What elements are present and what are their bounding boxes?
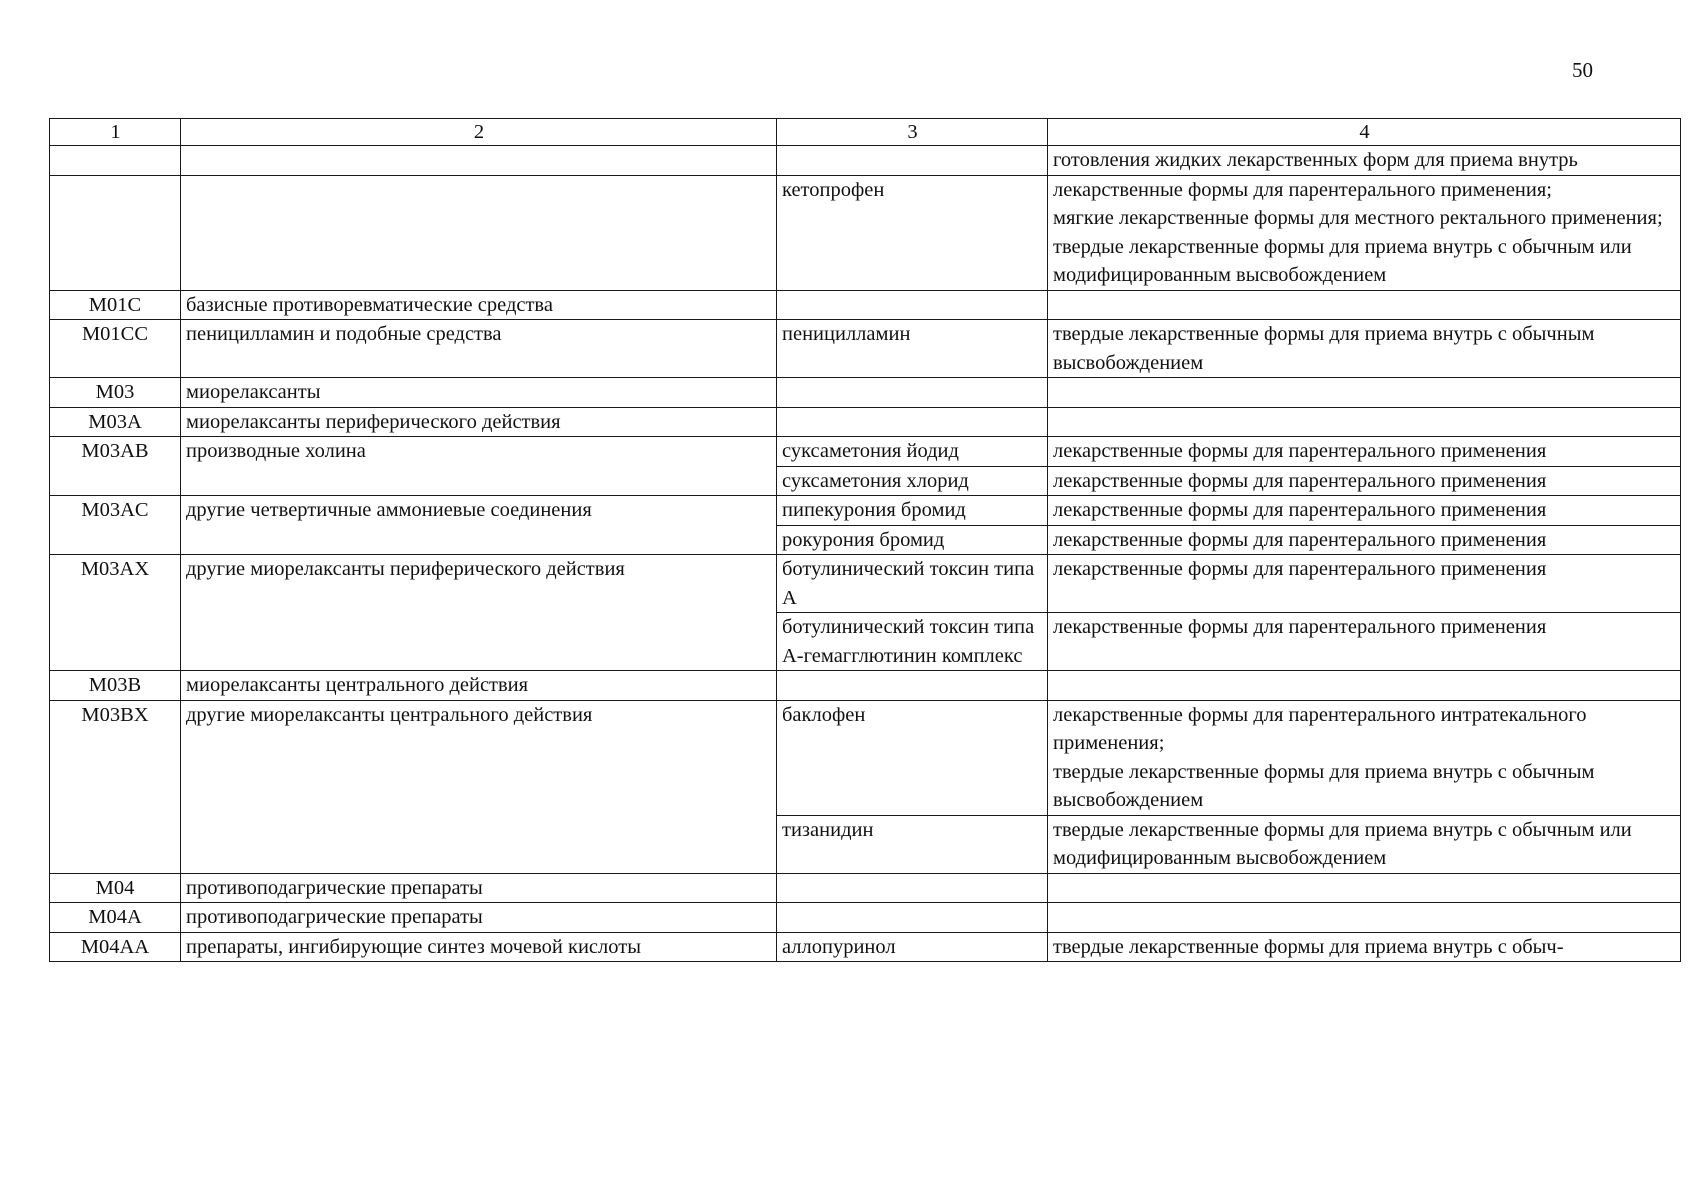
dosage-forms-cell: лекарственные формы для парентерального применения [1048,496,1681,526]
group-name-cell: миорелаксанты центрального действия [181,671,777,701]
drug-name-cell [777,903,1048,933]
table-body [50,146,1681,962]
dosage-forms-cell: твердые лекарственные формы для приема внутрь с обычным высвобождением [1048,320,1681,378]
group-name-cell [181,175,777,290]
atc-code-cell: M03BX [50,700,181,873]
drug-name-cell [777,873,1048,903]
dosage-forms-cell: лекарственные формы для парентерального применения; мягкие лекарственные формы для местного ректального применения; твердые лекарственные формы для приема внутрь с обычным или модифицированным высвобождением [1048,175,1681,290]
drug-name-cell: суксаметония хлорид [777,466,1048,496]
drug-name-cell: пеницилламин [777,320,1048,378]
drug-name-cell: баклофен [777,700,1048,815]
group-name-cell: миорелаксанты [181,378,777,408]
table-row [50,700,1681,815]
group-name-cell: препараты, ингибирующие синтез мочевой кислоты [181,932,777,962]
group-name-cell: противоподагрические препараты [181,903,777,933]
table-row [50,496,1681,526]
table-row [50,873,1681,903]
table-row [50,407,1681,437]
drug-name-cell: рокурония бромид [777,525,1048,555]
group-name-cell: другие четвертичные аммониевые соединения [181,496,777,555]
dosage-forms-cell: лекарственные формы для парентерального применения [1048,555,1681,613]
drug-name-cell [777,671,1048,701]
group-name-cell: другие миорелаксанты периферического действия [181,555,777,671]
atc-code-cell: M04A [50,903,181,933]
drug-name-cell [777,378,1048,408]
column-header-3: 3 [777,119,1048,146]
dosage-forms-cell [1048,378,1681,408]
dosage-forms-cell: лекарственные формы для парентерального применения [1048,613,1681,671]
drug-name-cell: кетопрофен [777,175,1048,290]
table-row [50,378,1681,408]
table-row [50,437,1681,467]
atc-code-cell: M03AX [50,555,181,671]
drug-name-cell: ботулинический токсин типа А [777,555,1048,613]
medication-table [49,118,1681,962]
atc-code-cell: M04 [50,873,181,903]
dosage-forms-cell [1048,407,1681,437]
drug-name-cell: суксаметония йодид [777,437,1048,467]
atc-code-cell: M03AC [50,496,181,555]
table-row [50,175,1681,290]
group-name-cell: противоподагрические препараты [181,873,777,903]
atc-code-cell: M04AA [50,932,181,962]
dosage-forms-cell [1048,873,1681,903]
drug-name-cell: ботулинический токсин типа А-гемагглютинин комплекс [777,613,1048,671]
group-name-cell: производные холина [181,437,777,496]
dosage-forms-cell: твердые лекарственные формы для приема внутрь с обычным или модифицированным высвобождением [1048,815,1681,873]
atc-code-cell: M01CC [50,320,181,378]
dosage-forms-cell [1048,903,1681,933]
dosage-forms-cell [1048,671,1681,701]
group-name-cell: пеницилламин и подобные средства [181,320,777,378]
group-name-cell: другие миорелаксанты центрального действия [181,700,777,873]
page-number: 50 [1572,58,1593,82]
atc-code-cell: M03 [50,378,181,408]
group-name-cell [181,146,777,176]
column-header-1: 1 [50,119,181,146]
dosage-forms-cell: твердые лекарственные формы для приема внутрь с обыч- [1048,932,1681,962]
drug-name-cell [777,407,1048,437]
group-name-cell: миорелаксанты периферического действия [181,407,777,437]
dosage-forms-cell: лекарственные формы для парентерального применения [1048,437,1681,467]
atc-code-cell: M03AB [50,437,181,496]
dosage-forms-cell: лекарственные формы для парентерального применения [1048,466,1681,496]
dosage-forms-cell: готовления жидких лекарственных форм для приема внутрь [1048,146,1681,176]
atc-code-cell: M03B [50,671,181,701]
column-header-4: 4 [1048,119,1681,146]
drug-name-cell: пипекурония бромид [777,496,1048,526]
table-row [50,671,1681,701]
column-header-2: 2 [181,119,777,146]
table-row [50,932,1681,962]
table-row [50,903,1681,933]
table-row [50,320,1681,378]
table-row [50,555,1681,613]
group-name-cell: базисные противоревматические средства [181,290,777,320]
dosage-forms-cell: лекарственные формы для парентерального применения [1048,525,1681,555]
header-row [50,119,1681,146]
drug-name-cell: аллопуринол [777,932,1048,962]
atc-code-cell: M03A [50,407,181,437]
drug-name-cell [777,146,1048,176]
table-row [50,290,1681,320]
atc-code-cell [50,146,181,176]
drug-name-cell [777,290,1048,320]
atc-code-cell: M01C [50,290,181,320]
atc-code-cell [50,175,181,290]
dosage-forms-cell [1048,290,1681,320]
table-row [50,146,1681,176]
dosage-forms-cell: лекарственные формы для парентерального интратекального применения; твердые лекарственные формы для приема внутрь с обычным высвобождением [1048,700,1681,815]
drug-name-cell: тизанидин [777,815,1048,873]
